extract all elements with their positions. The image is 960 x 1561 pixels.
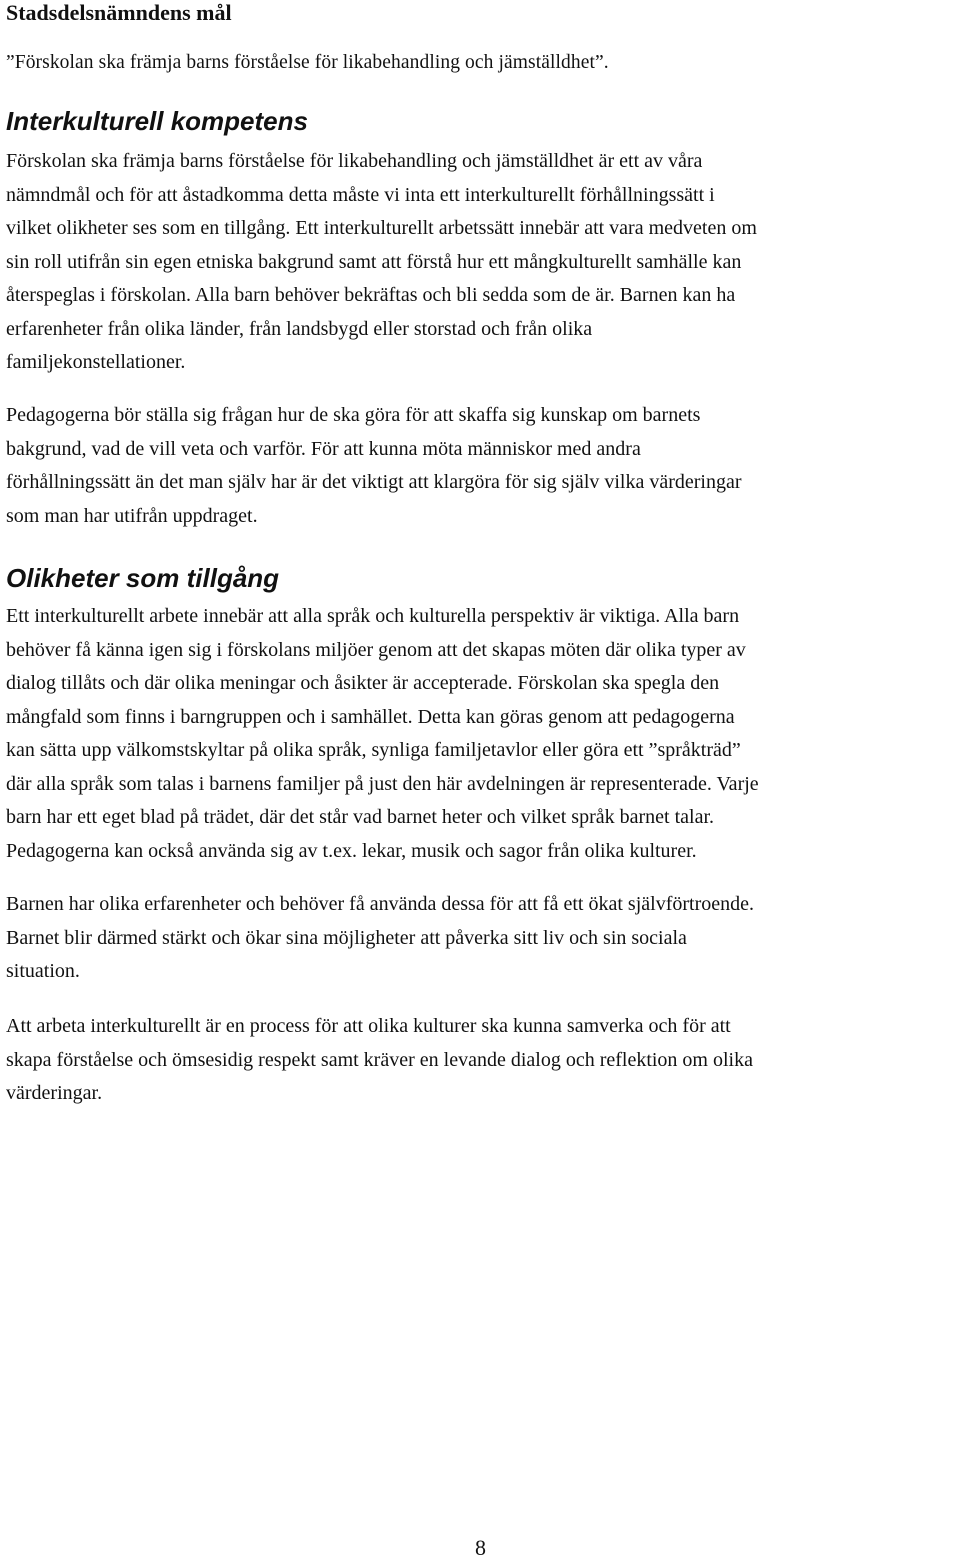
goal-quote: ”Förskolan ska främja barns förståelse för likabehandling och jämställdhet”.	[6, 52, 609, 73]
paragraph-line: återspeglas i förskolan. Alla barn behöver bekräftas och bli sedda som de är. Barnen kan ha	[6, 284, 736, 306]
paragraph-line: dialog tillåts och där olika meningar och åsikter är accepterade. Förskolan ska spegla den	[6, 672, 720, 694]
page-number: 8	[475, 1535, 486, 1560]
paragraph-intercultural-process	[6, 1010, 956, 1111]
paragraph-line: Pedagogerna kan också använda sig av t.ex. lekar, musik och sagor från olika kulturer.	[6, 839, 697, 862]
paragraph-self-confidence	[6, 888, 956, 989]
paragraph-line: vilket olikheter ses som en tillgång. Ett interkulturellt arbetssätt innebär att vara medveten om	[6, 217, 757, 239]
paragraph-line: Förskolan ska främja barns förståelse för likabehandling och jämställdhet är ett av våra	[6, 150, 703, 172]
paragraph-line: barn har ett eget blad på trädet, där det står vad barnet heter och vilket språk barnet talar.	[6, 806, 715, 828]
paragraph-line: Pedagogerna bör ställa sig frågan hur de ska göra för att skaffa sig kunskap om barnets	[6, 404, 701, 426]
section-heading-interkulturell-kompetens: Interkulturell kompetens	[6, 106, 308, 136]
paragraph-line: värderingar.	[6, 1082, 103, 1104]
paragraph-line: skapa förståelse och ömsesidig respekt samt kräver en levande dialog och reflektion om olika	[6, 1048, 753, 1071]
goal-heading: Stadsdelsnämndens mål	[6, 0, 232, 25]
paragraph-line: familjekonstellationer.	[6, 351, 186, 373]
paragraph-intercultural-competence	[6, 145, 956, 380]
paragraph-line: Att arbeta interkulturellt är en process för att olika kulturer ska kunna samverka och för att	[6, 1015, 731, 1037]
paragraph-line: behöver få känna igen sig i förskolans miljöer genom att det skapas möten där olika typer av	[6, 638, 746, 661]
paragraph-line: bakgrund, vad de vill veta och varför. För att kunna möta människor med andra	[6, 437, 641, 460]
section-heading-olikheter-som-tillgang: Olikheter som tillgång	[6, 563, 280, 593]
paragraph-line: kan sätta upp välkomstskyltar på olika språk, synliga familjetavlor eller göra ett ”språkträd”	[6, 739, 741, 761]
paragraph-languages-perspectives	[6, 600, 956, 868]
paragraph-line: där alla språk som talas i barnens familjer på just den här avdelningen är representerade. Varje	[6, 772, 759, 795]
paragraph-line: Ett interkulturellt arbete innebär att alla språk och kulturella perspektiv är viktiga. Alla barn	[6, 605, 740, 627]
paragraph-line: situation.	[6, 960, 80, 982]
paragraph-line: erfarenheter från olika länder, från landsbygd eller storstad och från olika	[6, 317, 593, 340]
paragraph-line: nämndmål och för att åstadkomma detta måste vi inta ett interkulturellt förhållningssätt i	[6, 183, 715, 206]
paragraph-line: mångfald som finns i barngruppen och i samhället. Detta kan göras genom att pedagogerna	[6, 705, 735, 728]
paragraph-line: Barnen har olika erfarenheter och behöver få använda dessa för att få ett ökat självförtroende.	[6, 893, 754, 915]
paragraph-line: som man har utifrån uppdraget.	[6, 504, 258, 527]
paragraph-line: Barnet blir därmed stärkt och ökar sina möjligheter att påverka sitt liv och sin sociala	[6, 926, 687, 949]
paragraph-pedagogues-question	[6, 399, 956, 533]
paragraph-line: förhållningssätt än det man själv har är det viktigt att klargöra för sig själv vilka värderingar	[6, 471, 742, 493]
paragraph-line: sin roll utifrån sin egen etniska bakgrund samt att förstå hur ett mångkulturellt samhälle kan	[6, 250, 742, 273]
